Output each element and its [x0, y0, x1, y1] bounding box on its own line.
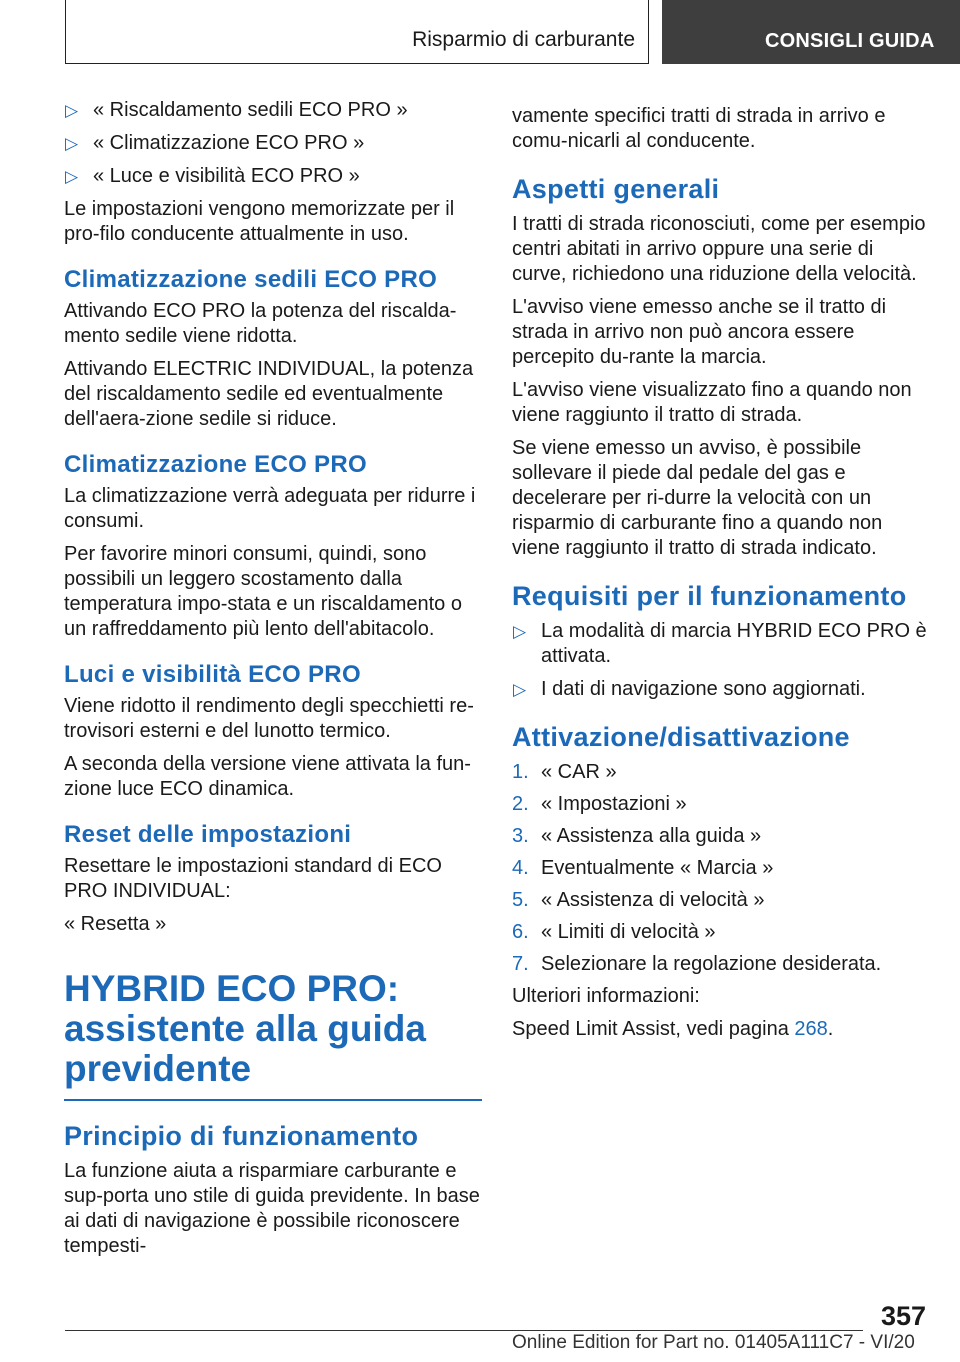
header-frame: [65, 0, 649, 64]
paragraph: Attivando ELECTRIC INDIVIDUAL, la potenza del riscaldamento sedile ed eventualmente dell'aera-zione sedile si riduce.: [64, 358, 474, 430]
chapter-tab[interactable]: CONSIGLI GUIDA: [662, 0, 960, 64]
paragraph: Resettare le impostazioni standard di ECO PRO INDIVIDUAL:: [64, 855, 442, 902]
step-number: 3.: [512, 825, 529, 847]
footer-divider: [65, 1330, 863, 1331]
triangle-bullet-icon: ▷: [513, 622, 527, 641]
step-number: 7.: [512, 953, 529, 975]
paragraph: Se viene emesso un avviso, è possibile sollevare il piede dal pedale del gas e decelerare per ri-durre la velocità con un risparmio di carburante fino a quando non viene raggiunto il tratto di strada indicato.: [512, 437, 883, 559]
step-item: 7. Selezionare la regolazione desiderata.: [512, 953, 882, 975]
list-item: ▷ La modalità di marcia HYBRID ECO PRO è attivata.: [513, 620, 927, 667]
heading-requirements: Requisiti per il funzionamento: [512, 581, 907, 611]
triangle-bullet-icon: ▷: [65, 134, 79, 153]
step-item: 1. « CAR »: [512, 761, 617, 783]
heading-climate: Climatizzazione ECO PRO: [64, 451, 367, 478]
step-item: 3. « Assistenza alla guida »: [512, 825, 762, 847]
paragraph: Per favorire minori consumi, quindi, sono possibili un leggero scostamento dalla temperatura impo-stata e un riscaldamento o un raffreddamento più lento dell'abitacolo.: [64, 543, 462, 640]
step-item: 6. « Limiti di velocità »: [512, 921, 716, 943]
left-column: [64, 98, 482, 1267]
triangle-bullet-icon: ▷: [513, 680, 527, 699]
paragraph: I tratti di strada riconosciuti, come per esempio centri abitati in arrivo oppure una serie di curve, richiedono una riduzione della velocità.: [512, 213, 926, 285]
page-reference-link[interactable]: 268: [794, 1018, 828, 1040]
step-item: 5. « Assistenza di velocità »: [512, 889, 765, 911]
paragraph: Attivando ECO PRO la potenza del riscalda-mento sedile viene ridotta.: [64, 300, 457, 347]
step-number: 5.: [512, 889, 529, 911]
footer-edition: Online Edition for Part no. 01405A111C7 - VI/20: [512, 1332, 915, 1353]
heading-seats: Climatizzazione sedili ECO PRO: [64, 266, 438, 293]
paragraph: Speed Limit Assist, vedi pagina 268.: [512, 1018, 834, 1040]
step-number: 1.: [512, 761, 529, 783]
heading-principle: Principio di funzionamento: [64, 1121, 419, 1151]
list-item: ▷ « Luce e visibilità ECO PRO »: [65, 165, 360, 187]
step-number: 2.: [512, 793, 529, 815]
paragraph: La funzione aiuta a risparmiare carburante e sup-porta uno stile di guida previdente. In base ai dati di navigazione è possibile riconoscere tempesti-: [64, 1160, 480, 1257]
paragraph: L'avviso viene emesso anche se il tratto di strada in arrivo non può ancora essere percepito du-rante la marcia.: [512, 296, 887, 368]
right-column: [512, 98, 930, 1050]
list-item: ▷ « Climatizzazione ECO PRO »: [65, 132, 365, 154]
paragraph: vamente specifici tratti di strada in arrivo e comu-nicarli al conducente.: [512, 105, 886, 152]
paragraph: « Resetta »: [64, 913, 167, 935]
paragraph: A seconda della versione viene attivata la fun-zione luce ECO dinamica.: [64, 753, 471, 800]
paragraph: La climatizzazione verrà adeguata per ridurre i consumi.: [64, 485, 476, 532]
page-number: 357: [880, 1301, 926, 1331]
heading-reset: Reset delle impostazioni: [64, 821, 352, 848]
paragraph: L'avviso viene visualizzato fino a quando non viene raggiunto il tratto di strada.: [512, 379, 912, 426]
heading-activation: Attivazione/disattivazione: [512, 722, 850, 752]
list-item: ▷ « Riscaldamento sedili ECO PRO »: [65, 99, 408, 121]
paragraph: Viene ridotto il rendimento degli specchietti re-trovisori esterni e del lunotto termico.: [64, 695, 474, 742]
step-number: 4.: [512, 857, 529, 879]
list-item: ▷ I dati di navigazione sono aggiornati.: [513, 678, 866, 700]
triangle-bullet-icon: ▷: [65, 167, 79, 186]
step-item: 2. « Impostazioni »: [512, 793, 687, 815]
step-item: 4. Eventualmente « Marcia »: [512, 857, 774, 879]
heading-lights: Luci e visibilità ECO PRO: [64, 661, 361, 688]
heading-general: Aspetti generali: [512, 174, 720, 204]
chapter-heading: HYBRID ECO PRO: assistente alla guida previdente: [64, 969, 482, 1101]
paragraph: Le impostazioni vengono memorizzate per il pro-filo conducente attualmente in uso.: [64, 198, 455, 245]
triangle-bullet-icon: ▷: [65, 101, 79, 120]
paragraph: Ulteriori informazioni:: [512, 985, 700, 1007]
section-title: Risparmio di carburante: [412, 28, 635, 51]
step-number: 6.: [512, 921, 529, 943]
